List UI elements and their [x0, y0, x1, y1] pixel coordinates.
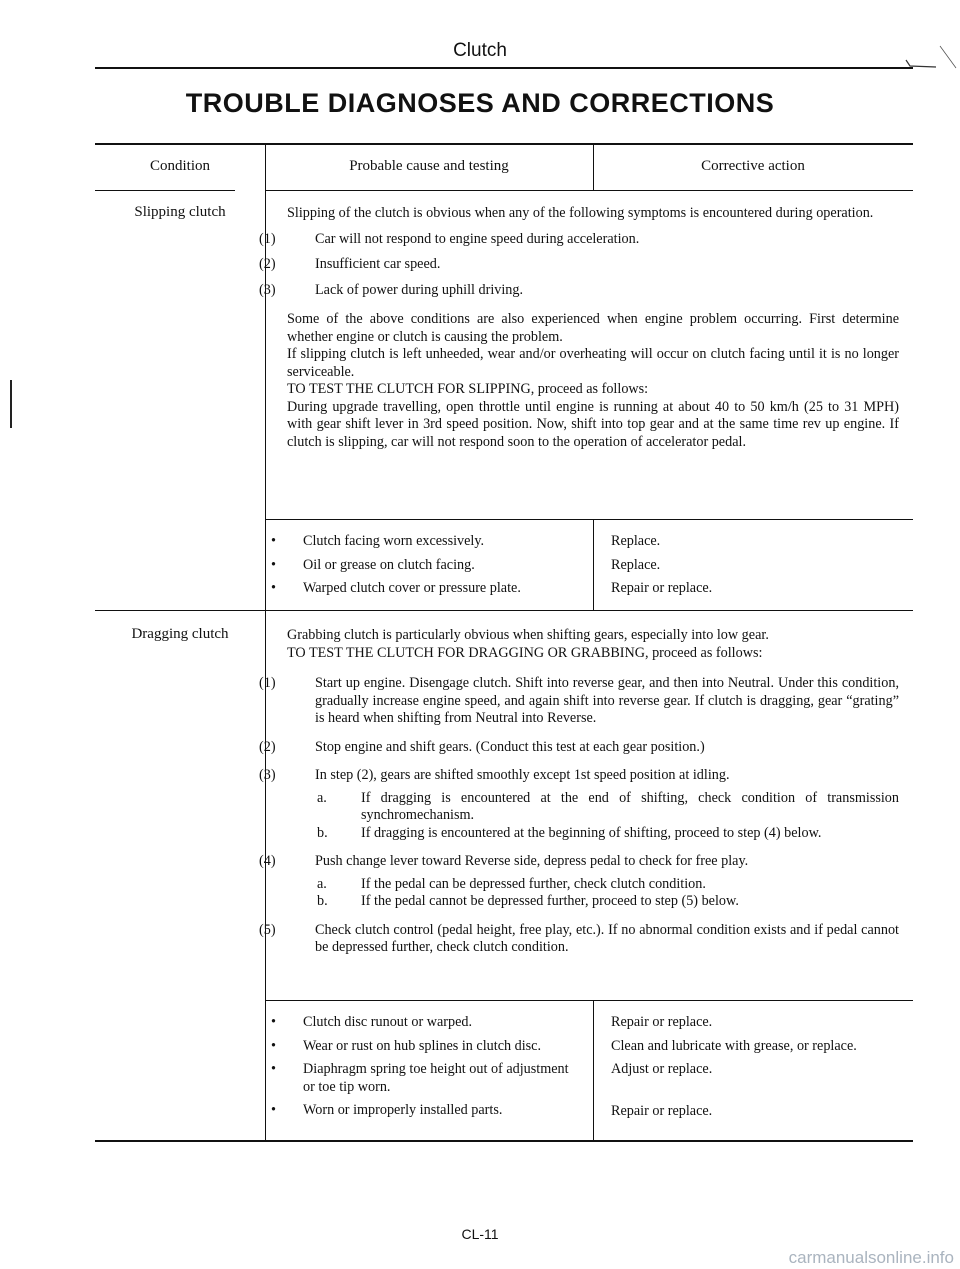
slipping-actions: [611, 533, 901, 598]
slipping-note: Some of the above conditions are also experienced when engine problem occurring. First determine whether engine or clutch is causing the problem.: [287, 311, 899, 345]
list-item: • Warped clutch cover or pressure plate.: [271, 580, 521, 596]
page-number: CL-11: [461, 1226, 499, 1242]
header-rule: [95, 67, 913, 69]
dragging-intro: Grabbing clutch is particularly obvious when shifting gears, especially into low gear.: [287, 627, 769, 643]
dragging-step: (1) Start up engine. Disengage clutch. Shift into reverse gear, and then into Neutral. Under this condition, gradually increase engine speed, and again shift into reverse gear. If clutch is dragging, gear “grating” is heard when shifting from Neutral into Reverse.: [259, 675, 899, 726]
dragging-step: (2) Stop engine and shift gears. (Conduct this test at each gear position.): [259, 738, 705, 755]
slipping-test-heading: TO TEST THE CLUTCH FOR SLIPPING, proceed as follows:: [287, 381, 649, 397]
dragging-actions: [611, 1014, 907, 1120]
list-item: Clean and lubricate with grease, or replace.: [611, 1037, 857, 1054]
slipping-intro: Slipping of the clutch is obvious when any of the following symptoms is encountered during operation.: [287, 205, 874, 221]
list-item: • Oil or grease on clutch facing.: [271, 556, 475, 573]
dragging-test-heading: TO TEST THE CLUTCH FOR DRAGGING OR GRABBING, proceed as follows:: [287, 644, 763, 661]
list-item: Adjust or replace.: [611, 1061, 713, 1077]
row-divider: [95, 610, 913, 611]
page-title: TROUBLE DIAGNOSES AND CORRECTIONS: [185, 88, 775, 118]
dragging-step: (4) Push change lever toward Reverse side, depress pedal to check for free play.: [259, 853, 749, 869]
dragging-testing-block: [259, 627, 899, 957]
list-item: • Wear or rust on hub splines in clutch disc.: [271, 1037, 542, 1054]
list-item: • Clutch facing worn excessively.: [271, 533, 485, 549]
list-item: • Worn or improperly installed parts.: [271, 1102, 503, 1118]
column-head-rule: [265, 190, 913, 191]
table-bottom-rule: [95, 1140, 913, 1142]
column-header-cause: Probable cause and testing: [349, 158, 509, 174]
condition-slipping: Slipping clutch: [134, 204, 226, 220]
dragging-step: (3) In step (2), gears are shifted smoothly except 1st speed position at idling.: [259, 767, 730, 783]
dragging-causes-top-rule: [265, 1000, 913, 1001]
slipping-symptom: (3) Lack of power during uphill driving.: [259, 281, 524, 298]
section-title: Clutch: [453, 40, 507, 61]
column-header-action: Corrective action: [701, 158, 805, 174]
list-item: • Diaphragm spring toe height out of adjustment or toe tip worn.: [271, 1061, 569, 1095]
dragging-substep: a. If the pedal can be depressed further, check clutch condition.: [317, 875, 706, 892]
list-item: Repair or replace.: [611, 1102, 713, 1119]
column-header-condition: Condition: [149, 158, 210, 174]
dragging-step: (5) Check clutch control (pedal height, free play, etc.). If no abnormal condition exists and if pedal cannot be depressed further, check clutch condition.: [259, 921, 899, 955]
list-item: Replace.: [611, 533, 661, 549]
slipping-note: If slipping clutch is left unheeded, wear and/or overheating will occur on clutch facing until it is no longer serviceable.: [287, 346, 899, 380]
slipping-causes-top-rule: [265, 519, 913, 520]
slipping-causes: [271, 533, 587, 598]
dragging-substep: b. If dragging is encountered at the beginning of shifting, proceed to step (4) below.: [317, 824, 822, 841]
column-divider-action-slipping: [593, 519, 594, 611]
slipping-symptom: (2) Insufficient car speed.: [259, 256, 441, 272]
margin-mark: [10, 380, 12, 428]
list-item: • Clutch disc runout or warped.: [271, 1014, 473, 1030]
slipping-test-procedure: During upgrade travelling, open throttle until engine is running at about 40 to 50 km/h (25 to 31 MPH) with gear shift lever in 3rd speed position. Now, shift into top gear and at the same time rev up engine. If clutch is slipping, car will not respond soon to the operation of accelerator pedal.: [287, 398, 899, 450]
slipping-testing-block: [259, 205, 899, 451]
condition-head-rule: [95, 190, 235, 191]
watermark: carmanualsonline.info: [788, 1248, 954, 1267]
list-item: Repair or replace.: [611, 580, 713, 596]
dragging-causes: [271, 1014, 577, 1120]
column-divider-action-dragging: [593, 1000, 594, 1141]
list-item: Repair or replace.: [611, 1014, 713, 1030]
table-top-rule: [95, 143, 913, 145]
dragging-substep: a. If dragging is encountered at the end of shifting, check condition of transmission synchromechanism.: [317, 789, 899, 823]
condition-dragging: Dragging clutch: [131, 626, 229, 642]
corner-scribble-mark: [900, 40, 960, 80]
list-item: Replace.: [611, 556, 661, 573]
dragging-substep: b. If the pedal cannot be depressed further, proceed to step (5) below.: [317, 893, 739, 909]
slipping-symptom: (1) Car will not respond to engine speed during acceleration.: [259, 230, 640, 247]
